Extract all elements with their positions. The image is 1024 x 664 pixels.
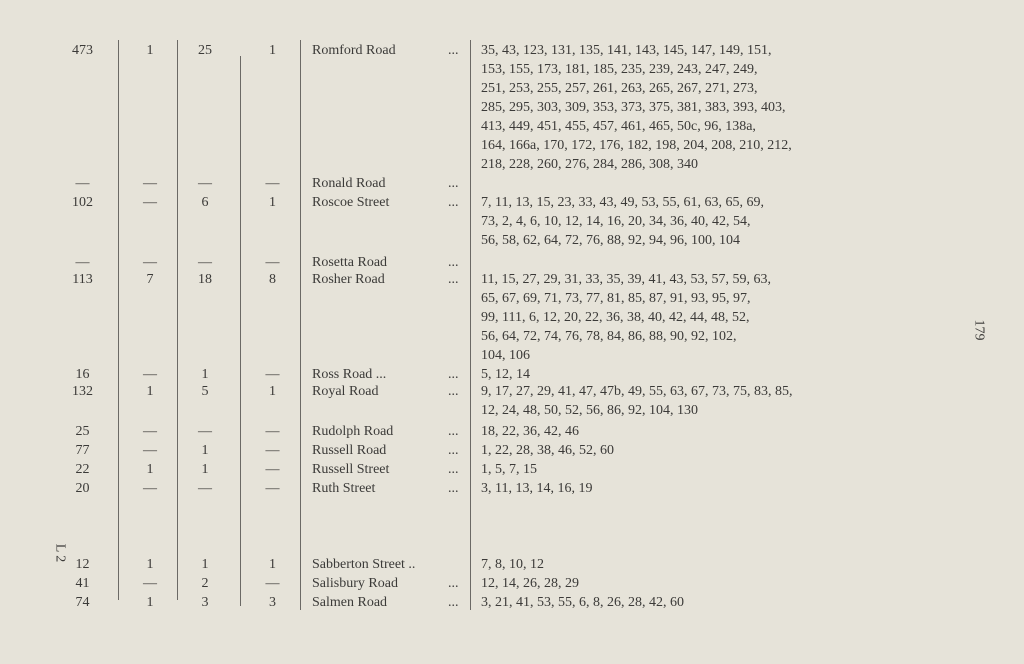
cell-col4: — xyxy=(265,462,280,477)
cell-col1: — xyxy=(75,255,90,270)
house-numbers: 9, 17, 27, 29, 41, 47, 47b, 49, 55, 63, 67, 73, 75, 83, 85, 12, 24, 48, 50, 52, 56, 86, 92, 104, 130 xyxy=(481,384,793,418)
street-name: Rosetta Road xyxy=(312,255,388,270)
street-name: Salmen Road xyxy=(312,595,388,610)
leader-dots: ... xyxy=(448,195,459,210)
cell-col4: — xyxy=(265,367,280,382)
cell-col3: 6 xyxy=(201,195,209,210)
cell-col3: — xyxy=(198,255,212,270)
cell-col2: 1 xyxy=(146,557,154,572)
cell-col1: 473 xyxy=(72,43,93,58)
cell-col1: 20 xyxy=(75,481,90,496)
cell-col3: 1 xyxy=(201,367,209,382)
cell-col4: — xyxy=(265,255,280,270)
cell-col3: 1 xyxy=(201,462,209,477)
cell-col2: — xyxy=(143,424,157,439)
column-rule xyxy=(118,40,119,600)
cell-col1: 77 xyxy=(75,443,90,458)
cell-col2: — xyxy=(143,367,157,382)
street-name: Rudolph Road xyxy=(312,424,394,439)
cell-col1: 132 xyxy=(72,384,93,399)
cell-col4: — xyxy=(265,481,280,496)
street-name: Royal Road xyxy=(312,384,379,399)
house-numbers: 11, 15, 27, 29, 31, 33, 35, 39, 41, 43, 53, 57, 59, 63, 65, 67, 69, 71, 73, 77, 81, 85, 87, 91, 93, 95, 97, 99, 111, 6, 12, 20, 22, 36, 38, 40, 42, 44, 48, 52, 56, 64, 72, 74, 76, 78, 84, 86, 88, 90, 92, 102, 104, 106 xyxy=(481,272,771,363)
leader-dots: ... xyxy=(448,481,459,496)
leader-dots: ... xyxy=(448,595,459,610)
cell-col3: 3 xyxy=(201,595,209,610)
street-name: Romford Road xyxy=(312,43,396,58)
house-numbers: 1, 5, 7, 15 xyxy=(481,462,537,477)
cell-col4: 1 xyxy=(269,195,276,210)
column-rule xyxy=(240,56,241,606)
leader-dots: ... xyxy=(448,272,459,287)
cell-col4: 1 xyxy=(269,43,276,58)
cell-col2: — xyxy=(143,176,157,191)
street-name: Ruth Street xyxy=(312,481,376,496)
house-numbers: 12, 14, 26, 28, 29 xyxy=(481,576,579,591)
street-name: Salisbury Road xyxy=(312,576,398,591)
cell-col3: 25 xyxy=(198,43,212,58)
street-name: Russell Road xyxy=(312,443,387,458)
cell-col1: 41 xyxy=(75,576,90,591)
cell-col2: 7 xyxy=(146,272,154,287)
cell-col1: — xyxy=(75,176,90,191)
cell-col3: 5 xyxy=(201,384,209,399)
cell-col1: 25 xyxy=(75,424,90,439)
leader-dots: ... xyxy=(448,443,459,458)
street-name: Rosher Road xyxy=(312,272,385,287)
cell-col3: — xyxy=(198,424,212,439)
street-name: Ross Road ... xyxy=(312,367,387,382)
cell-col2: — xyxy=(143,481,157,496)
cell-col2: — xyxy=(143,443,157,458)
cell-col3: — xyxy=(198,481,212,496)
cell-col2: 1 xyxy=(146,384,154,399)
cell-col1: 12 xyxy=(75,557,90,572)
leader-dots: ... xyxy=(448,424,459,439)
house-numbers: 7, 11, 13, 15, 23, 33, 43, 49, 53, 55, 61, 63, 65, 69, 73, 2, 4, 6, 10, 12, 14, 16, 20, 34, 36, 40, 42, 54, 56, 58, 62, 64, 72, 76, 88, 92, 94, 96, 100, 104 xyxy=(481,195,764,248)
house-numbers: 5, 12, 14 xyxy=(481,367,530,382)
cell-col4: — xyxy=(265,424,280,439)
house-numbers: 7, 8, 10, 12 xyxy=(481,557,544,572)
cell-col2: 1 xyxy=(146,462,154,477)
leader-dots: ... xyxy=(448,576,459,591)
cell-col4: — xyxy=(265,443,280,458)
cell-col1: 22 xyxy=(75,462,90,477)
leader-dots: ... xyxy=(448,462,459,477)
page-number: 179 xyxy=(971,319,987,341)
cell-col4: — xyxy=(265,176,280,191)
cell-col2: 1 xyxy=(146,43,154,58)
column-rule xyxy=(470,40,471,610)
leader-dots: ... xyxy=(448,255,459,270)
column-rule xyxy=(177,40,178,600)
cell-col2: — xyxy=(143,195,157,210)
leader-dots: ... xyxy=(448,367,459,382)
house-numbers: 1, 22, 28, 38, 46, 52, 60 xyxy=(481,443,614,458)
cell-col3: 1 xyxy=(201,443,209,458)
street-name: Ronald Road xyxy=(312,176,386,191)
column-rule xyxy=(300,40,301,610)
leader-dots: ... xyxy=(448,43,459,58)
cell-col4: 1 xyxy=(269,557,276,572)
signature-mark: L 2 xyxy=(52,543,68,563)
cell-col4: 8 xyxy=(269,272,276,287)
cell-col1: 16 xyxy=(75,367,90,382)
cell-col1: 102 xyxy=(72,195,93,210)
house-numbers: 35, 43, 123, 131, 135, 141, 143, 145, 147, 149, 151, 153, 155, 173, 181, 185, 235, 239, 243, 247, 249, 251, 253, 255, 257, 261, 263, 265, 267, 271, 273, 285, 295, 303, 309, 353, 373, 375, 381, 383, 393, 403, 413, 449, 451, 455, 457, 461, 465, 50c, 96, 138a, 164, 166a, 170, 172, 176, 182, 198, 204, 208, 210, 212, 218, 228, 260, 276, 284, 286, 308, 340 xyxy=(481,43,792,172)
cell-col4: — xyxy=(265,576,280,591)
cell-col3: — xyxy=(198,176,212,191)
cell-col3: 18 xyxy=(198,272,212,287)
cell-col2: 1 xyxy=(146,595,154,610)
street-name: Russell Street xyxy=(312,462,390,477)
cell-col3: 2 xyxy=(201,576,209,591)
cell-col4: 1 xyxy=(269,384,276,399)
house-numbers: 3, 21, 41, 53, 55, 6, 8, 26, 28, 42, 60 xyxy=(481,595,684,610)
house-numbers: 3, 11, 13, 14, 16, 19 xyxy=(481,481,593,496)
leader-dots: ... xyxy=(448,176,459,191)
street-name: Sabberton Street .. xyxy=(312,557,416,572)
house-numbers: 18, 22, 36, 42, 46 xyxy=(481,424,579,439)
street-name: Roscoe Street xyxy=(312,195,390,210)
cell-col1: 74 xyxy=(75,595,90,610)
cell-col2: — xyxy=(143,255,157,270)
cell-col1: 113 xyxy=(72,272,93,287)
leader-dots: ... xyxy=(448,384,459,399)
cell-col3: 1 xyxy=(201,557,209,572)
cell-col4: 3 xyxy=(269,595,276,610)
cell-col2: — xyxy=(143,576,157,591)
